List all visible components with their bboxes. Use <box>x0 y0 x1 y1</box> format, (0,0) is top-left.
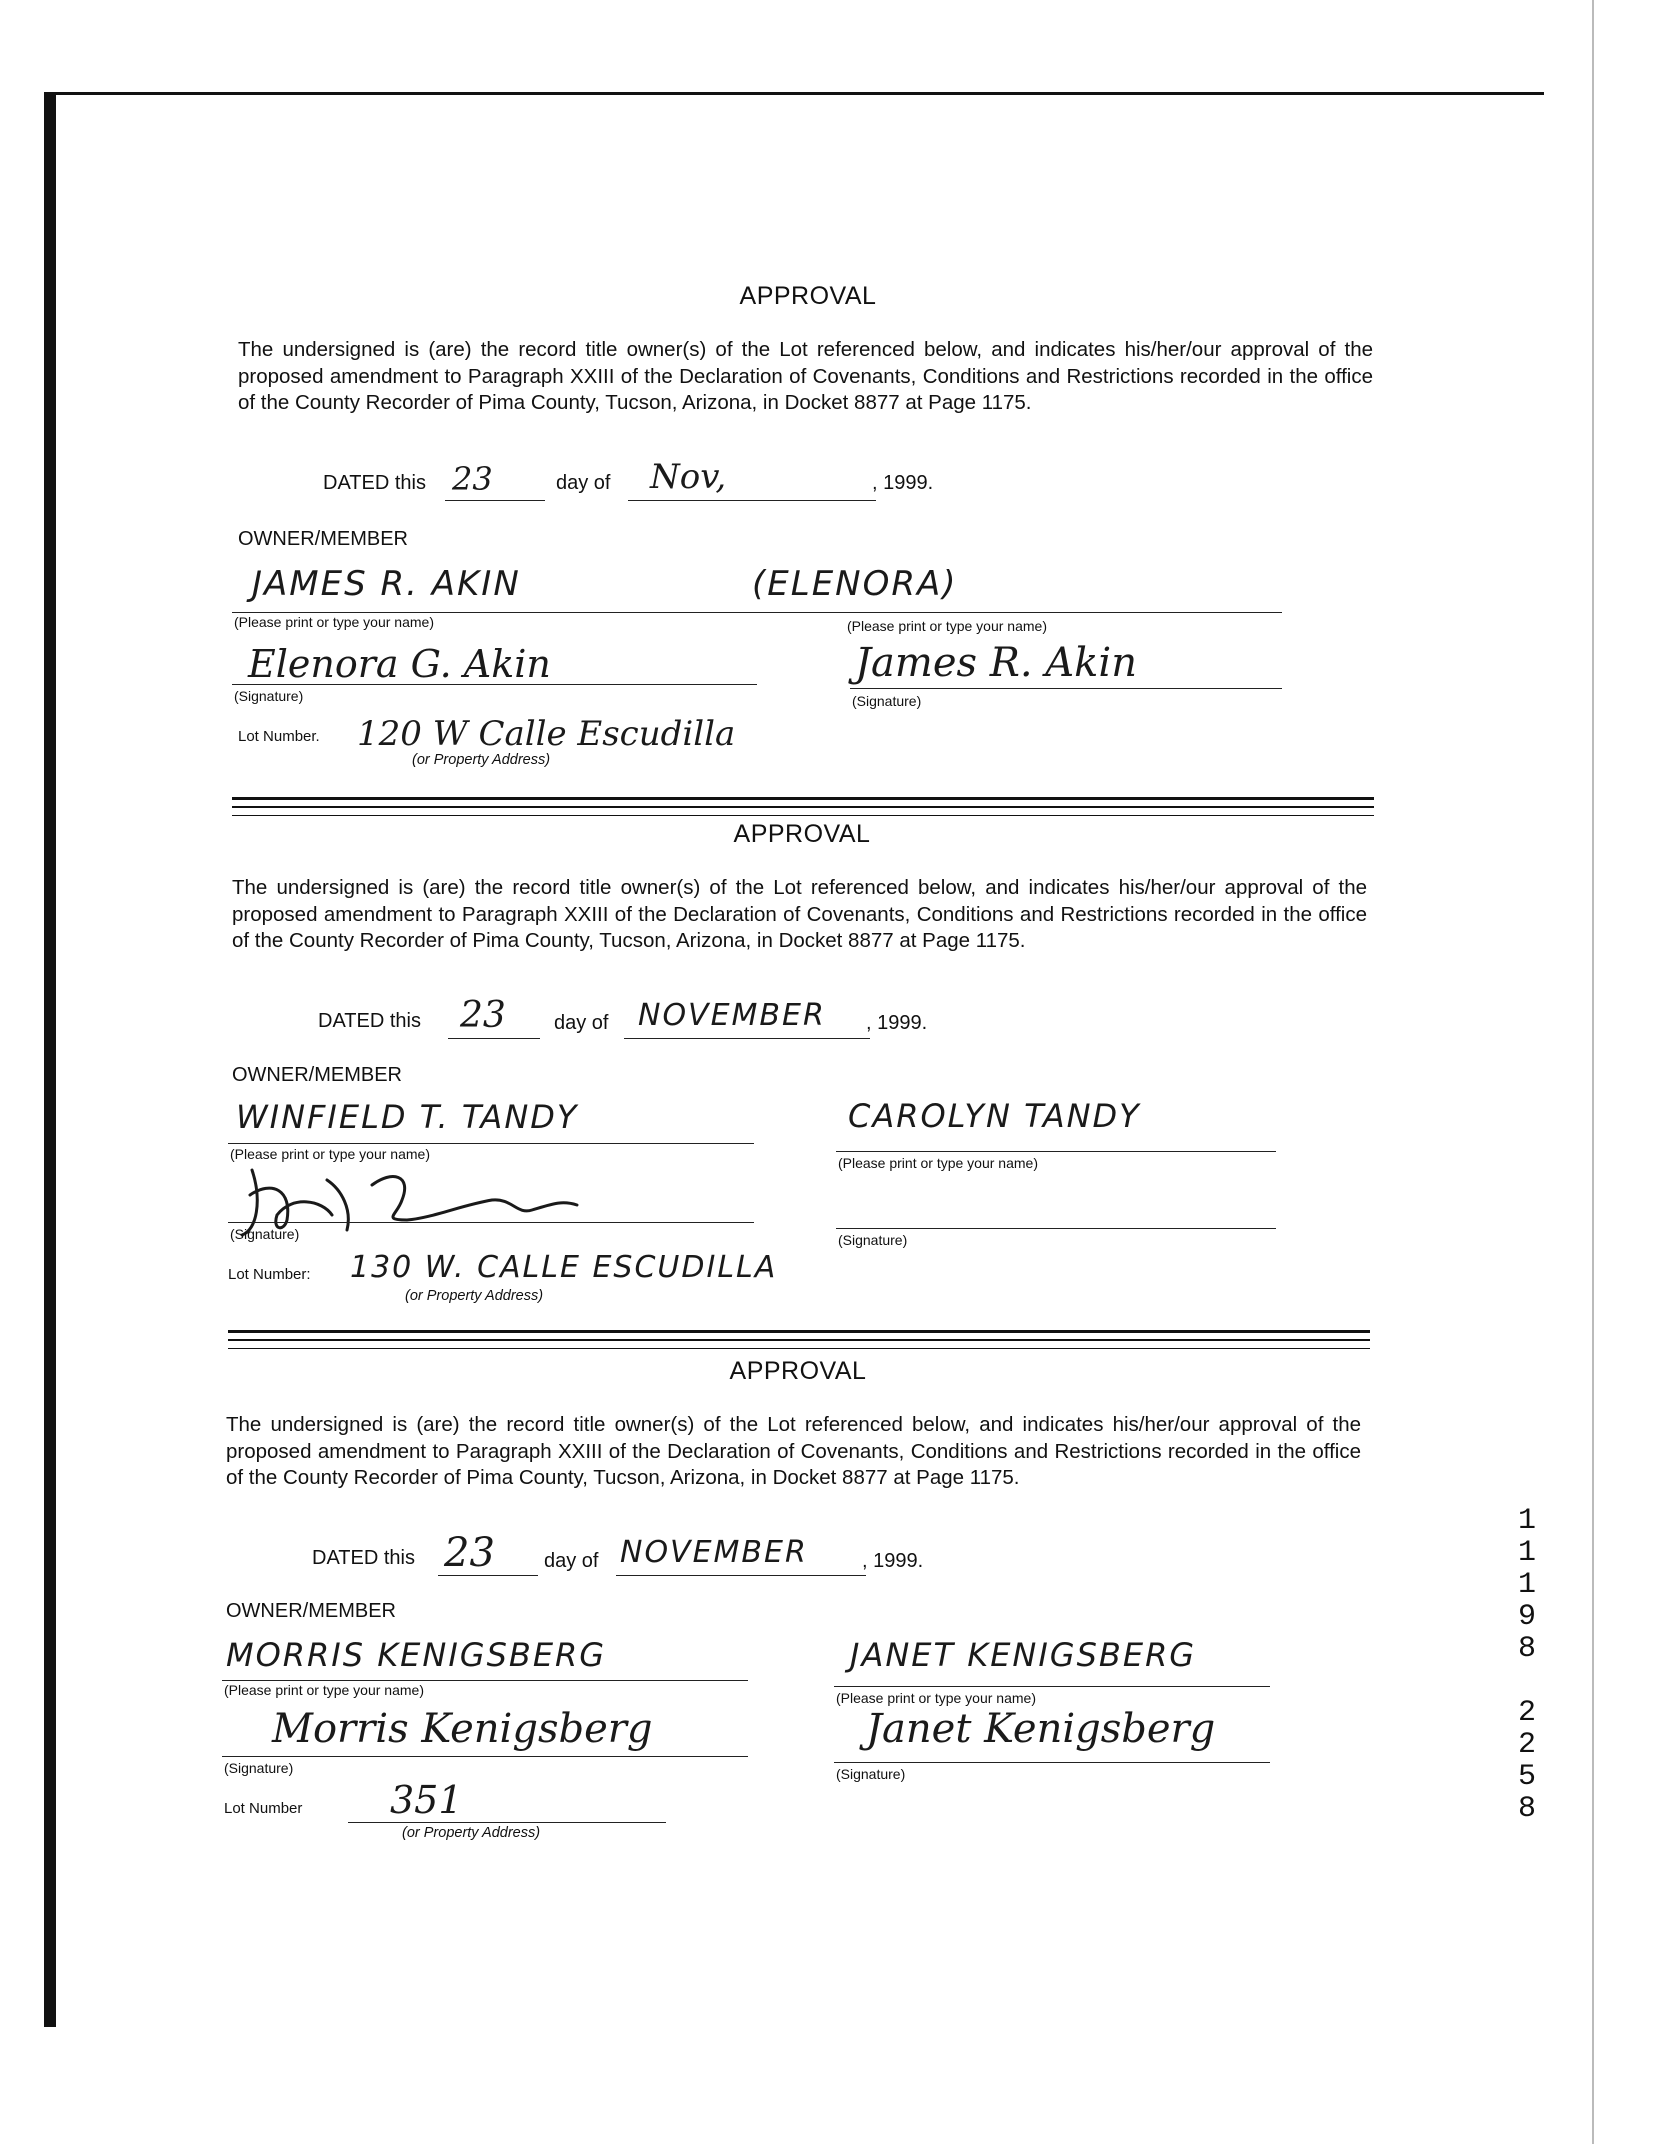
name-line-1 <box>222 1680 748 1681</box>
lot-number-value: 130 W. CALLE ESCUDILLA <box>350 1250 778 1285</box>
signature-1: Morris Kenigsberg <box>272 1706 653 1752</box>
dated-label: DATED this <box>312 1547 415 1569</box>
docket-digit: 1 <box>1517 1504 1536 1538</box>
month-value: NOVEMBER <box>620 1535 808 1570</box>
lot-number-label: Lot Number: <box>228 1266 311 1283</box>
owner-member-label: OWNER/MEMBER <box>226 1600 396 1622</box>
approval-paragraph: The undersigned is (are) the record title owner(s) of the Lot referenced below, and indicates his/her/our approval of the proposed amendment to Paragraph XXIII of the Declaration of Covenants, Conditions and Restrictions recorded in the office of the County Recorder of Pima County, Tucson, Arizona, in Docket 8877 at Page 1175. <box>232 876 1367 952</box>
signature-1: Elenora G. Akin <box>248 642 551 686</box>
signature-line-2 <box>834 1762 1270 1763</box>
lot-number-value: 351 <box>390 1778 463 1822</box>
dated-label: DATED this <box>318 1010 421 1032</box>
owner-name-2: CAROLYN TANDY <box>848 1097 1141 1135</box>
year-label: , 1999. <box>866 1012 928 1034</box>
dated-label: DATED this <box>323 472 426 494</box>
property-address-caption: (or Property Address) <box>402 1825 541 1841</box>
month-value: Nov, <box>650 457 727 497</box>
day-of-label: day of <box>556 472 611 494</box>
year-label: , 1999. <box>872 472 934 494</box>
signature-caption-2: (Signature) <box>852 693 922 709</box>
lot-number-line <box>348 1822 666 1823</box>
docket-page-stamp <box>1510 1505 1544 1825</box>
owner-name-2: JANET KENIGSBERG <box>850 1636 1197 1674</box>
docket-digit: 9 <box>1517 1600 1536 1634</box>
docket-digit: 2 <box>1517 1696 1536 1730</box>
section-heading: APPROVAL <box>739 282 877 310</box>
section-heading: APPROVAL <box>733 820 871 848</box>
signature-caption-2: (Signature) <box>836 1766 906 1782</box>
lot-number-label: Lot Number. <box>238 728 320 745</box>
owner-name-1: MORRIS KENIGSBERG <box>226 1636 607 1674</box>
print-name-caption-1: (Please print or type your name) <box>230 1146 430 1162</box>
print-name-caption-1: (Please print or type your name) <box>224 1682 424 1698</box>
docket-gap <box>1510 1665 1544 1697</box>
lot-number-label: Lot Number <box>224 1800 303 1817</box>
day-of-label: day of <box>554 1012 609 1034</box>
approval-paragraph: The undersigned is (are) the record title owner(s) of the Lot referenced below, and indicates his/her/our approval of the proposed amendment to Paragraph XXIII of the Declaration of Covenants, Conditions and Restrictions recorded in the office of the County Recorder of Pima County, Tucson, Arizona, in Docket 8877 at Page 1175. <box>226 1413 1361 1489</box>
section-heading: APPROVAL <box>729 1357 867 1385</box>
signature-line-1 <box>222 1756 748 1757</box>
month-value: NOVEMBER <box>638 998 826 1033</box>
day-value: 23 <box>452 460 493 498</box>
print-name-caption-2: (Please print or type your name) <box>847 618 1047 634</box>
owner-name-1: WINFIELD T. TANDY <box>236 1098 579 1136</box>
docket-digit: 5 <box>1517 1760 1536 1794</box>
signature-caption-1: (Signature) <box>224 1760 294 1776</box>
day-of-label: day of <box>544 1550 599 1572</box>
owner-name-1: JAMES R. AKIN <box>252 564 521 604</box>
name-line-2 <box>834 1686 1270 1687</box>
owner-member-label: OWNER/MEMBER <box>238 528 408 550</box>
signature-2: Janet Kenigsberg <box>866 1706 1216 1752</box>
docket-digit: 1 <box>1517 1568 1536 1602</box>
approval-paragraph: The undersigned is (are) the record title owner(s) of the Lot referenced below, and indicates his/her/our approval of the proposed amendment to Paragraph XXIII of the Declaration of Covenants, Conditions and Restrictions recorded in the office of the County Recorder of Pima County, Tucson, Arizona, in Docket 8877 at Page 1175. <box>238 338 1373 414</box>
day-value: 23 <box>444 1530 495 1576</box>
docket-digit: 2 <box>1517 1728 1536 1762</box>
signature-caption-1: (Signature) <box>230 1226 300 1242</box>
owner-member-label: OWNER/MEMBER <box>232 1064 402 1086</box>
owner-name-2: (ELENORA) <box>752 564 958 604</box>
lot-number-value: 120 W Calle Escudilla <box>357 714 736 754</box>
property-address-caption: (or Property Address) <box>412 752 551 768</box>
signature-caption-1: (Signature) <box>234 688 304 704</box>
signature-2: James R. Akin <box>855 640 1137 686</box>
print-name-caption-2: (Please print or type your name) <box>836 1690 1036 1706</box>
month-line <box>616 1575 866 1576</box>
day-value: 23 <box>460 995 506 1036</box>
year-label: , 1999. <box>862 1550 924 1572</box>
print-name-caption-1: (Please print or type your name) <box>234 614 434 630</box>
docket-digit: 8 <box>1517 1792 1536 1826</box>
signature-caption-2: (Signature) <box>838 1232 908 1248</box>
docket-digit: 8 <box>1517 1632 1536 1666</box>
print-name-caption-2: (Please print or type your name) <box>838 1155 1038 1171</box>
docket-digit: 1 <box>1517 1536 1536 1570</box>
property-address-caption: (or Property Address) <box>405 1288 544 1304</box>
